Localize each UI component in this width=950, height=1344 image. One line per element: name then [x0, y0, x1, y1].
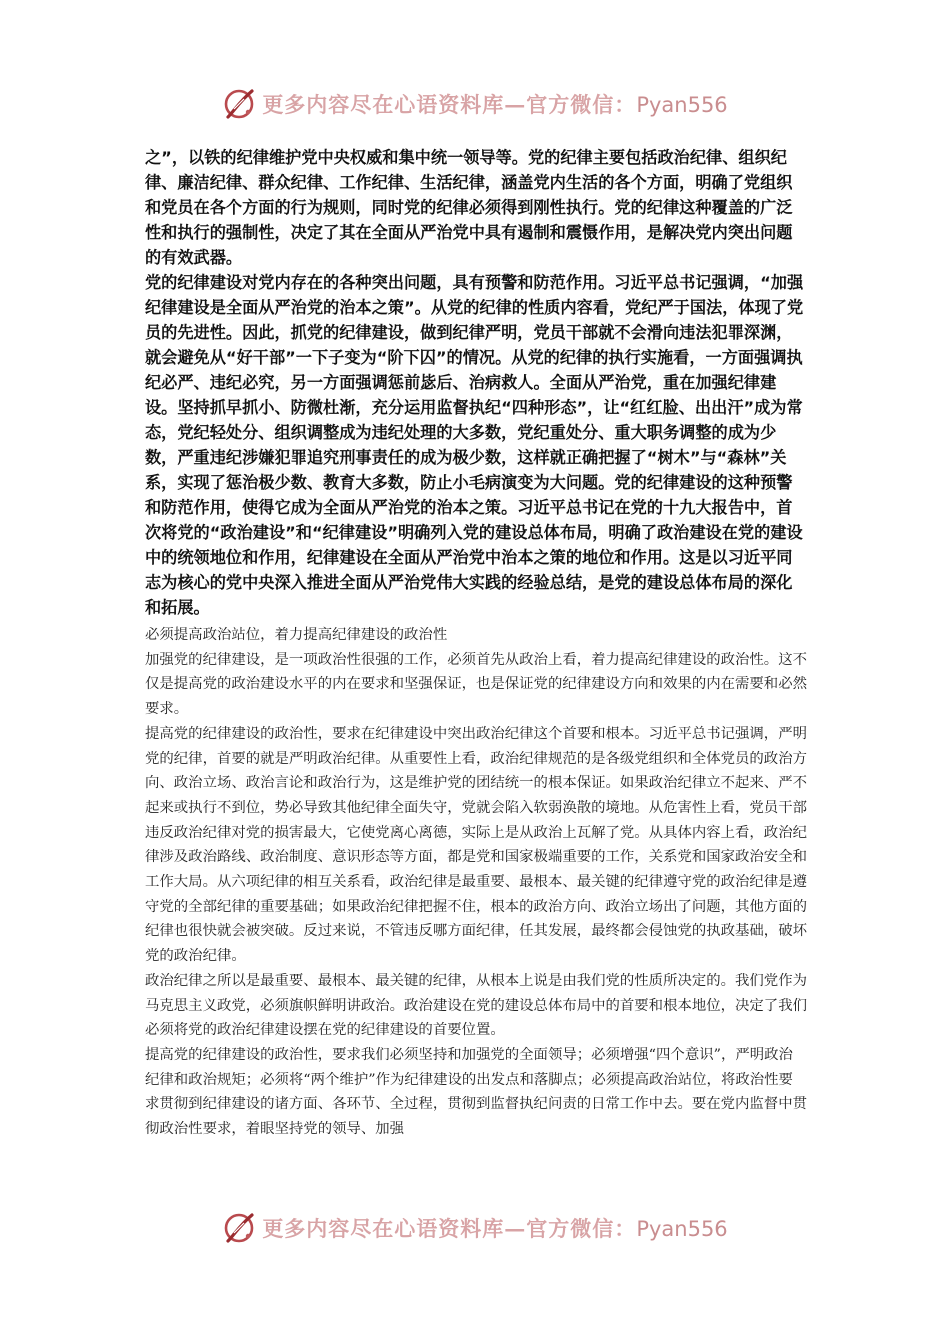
footer-watermark-banner [0, 1208, 950, 1248]
paragraph: 党的纪律建设对党内存在的各种突出问题，具有预警和防范作用。习近平总书记强调，“加强纪律建设是全面从严治党的治本之策”。从党的纪律的性质内容看，党纪严于国法，体现了党员的先进性。因此，抓党的纪律建设，做到纪律严明，党员干部就不会滑向违法犯罪深渊，就会避免从“好干部”一下子变为“阶下囚”的情况。从党的纪律的执行实施看，一方面强调执纪必严、违纪必究，另一方面强调惩前毖后、治病救人。全面从严治党，重在加强纪律建设。坚持抓早抓小、防微杜渐，充分运用监督执纪“四种形态”，让“红红脸、出出汗”成为常态，党纪轻处分、组织调整成为违纪处理的大多数，党纪重处分、重大职务调整的成为少数，严重违纪涉嫌犯罪追究刑事责任的成为极少数，这样就正确把握了“树木”与“森林”关系，实现了惩治极少数、教育大多数，防止小毛病演变为大问题。党的纪律建设的这种预警和防范作用，使得它成为全面从严治党的治本之策。习近平总书记在党的十九大报告中，首次将党的“政治建设”和“纪律建设”明确列入党的建设总体布局，明确了政治建设在党的建设中的统领地位和作用，纪律建设在全面从严治党中治本之策的地位和作用。这是以习近平同志为核心的党中央深入推进全面从严治党伟大实践的经验总结，是党的建设总体布局的深化和拓展。 [145, 273, 804, 617]
header-watermark-banner [0, 84, 950, 124]
footer-watermark-handle: Pyan556 [636, 1217, 728, 1241]
paragraph: 提高党的纪律建设的政治性，要求在纪律建设中突出政治纪律这个首要和根本。习近平总书记强调，严明党的纪律，首要的就是严明政治纪律。从重要性上看，政治纪律规范的是各级党组织和全体党员的政治方向、政治立场、政治言论和政治行为，这是维护党的团结统一的根本保证。如果政治纪律立不起来、严不起来或执行不到位，势必导致其他纪律全面失守，党就会陷入软弱涣散的境地。从危害性上看，党员干部违反政治纪律对党的损害最大，它使党离心离德，实际上是从政治上瓦解了党。从具体内容上看，政治纪律涉及政治路线、政治制度、意识形态等方面，都是党和国家极端重要的工作，关系党和国家政治安全和工作大局。从六项纪律的相互关系看，政治纪律是最重要、最根本、最关键的纪律遵守党的政治纪律是遵守党的全部纪律的重要基础；如果政治纪律把握不住，根本的政治方向、政治立场出了问题，其他方面的纪律也很快就会被突破。反过来说，不管违反哪方面纪律，任其发展，最终都会侵蚀党的执政基础，破坏党的政治纪律。 [145, 725, 807, 965]
brush-logo-icon [222, 1211, 256, 1245]
paragraph: 之”，以铁的纪律维护党中央权威和集中统一领导等。党的纪律主要包括政治纪律、组织纪律、廉洁纪律、群众纪律、工作纪律、生活纪律，涵盖党内生活的各个方面，明确了党组织和党员在各个方面的行为规则，同时党的纪律必须得到刚性执行。党的纪律这种覆盖的广泛性和执行的强制性，决定了其在全面从严治党中具有遏制和震慑作用，是解决党内突出问题的有效武器。 [145, 148, 793, 267]
header-watermark-label: 更多内容尽在心语资料库—官方微信： [262, 92, 637, 117]
paragraph: 提高党的纪律建设的政治性，要求我们必须坚持和加强党的全面领导；必须增强“四个意识”，严明政治纪律和政治规矩；必须将“两个维护”作为纪律建设的出发点和落脚点；必须提高政治站位，将政治性要求贯彻到纪律建设的诸方面、各环节、全过程，贯彻到监督执纪问责的日常工作中去。要在党内监督中贯彻政治性要求，着眼坚持党的领导、加强 [145, 1046, 807, 1138]
paragraph: 加强党的纪律建设，是一项政治性很强的工作，必须首先从政治上看，着力提高纪律建设的政治性。这不仅是提高党的政治建设水平的内在要求和坚强保证，也是保证党的纪律建设方向和效果的内在需要和必然要求。 [145, 651, 807, 718]
section-heading: 必须提高政治站位，着力提高纪律建设的政治性 [145, 627, 448, 643]
footer-watermark-label: 更多内容尽在心语资料库—官方微信： [262, 1216, 637, 1241]
header-watermark-handle: Pyan556 [636, 93, 728, 117]
document-body [145, 145, 807, 1142]
bold-text-section [145, 145, 807, 620]
header-watermark-text [262, 89, 727, 119]
paragraph: 政治纪律之所以是最重要、最根本、最关键的纪律，从根本上说是由我们党的性质所决定的。我们党作为马克思主义政党，必须旗帜鲜明讲政治。政治建设在党的建设总体布局中的首要和根本地位，决定了我们必须将党的政治纪律建设摆在党的纪律建设的首要位置。 [145, 972, 807, 1039]
brush-logo-icon [222, 87, 256, 121]
serif-text-section [145, 623, 807, 1142]
footer-watermark-text [262, 1213, 727, 1243]
